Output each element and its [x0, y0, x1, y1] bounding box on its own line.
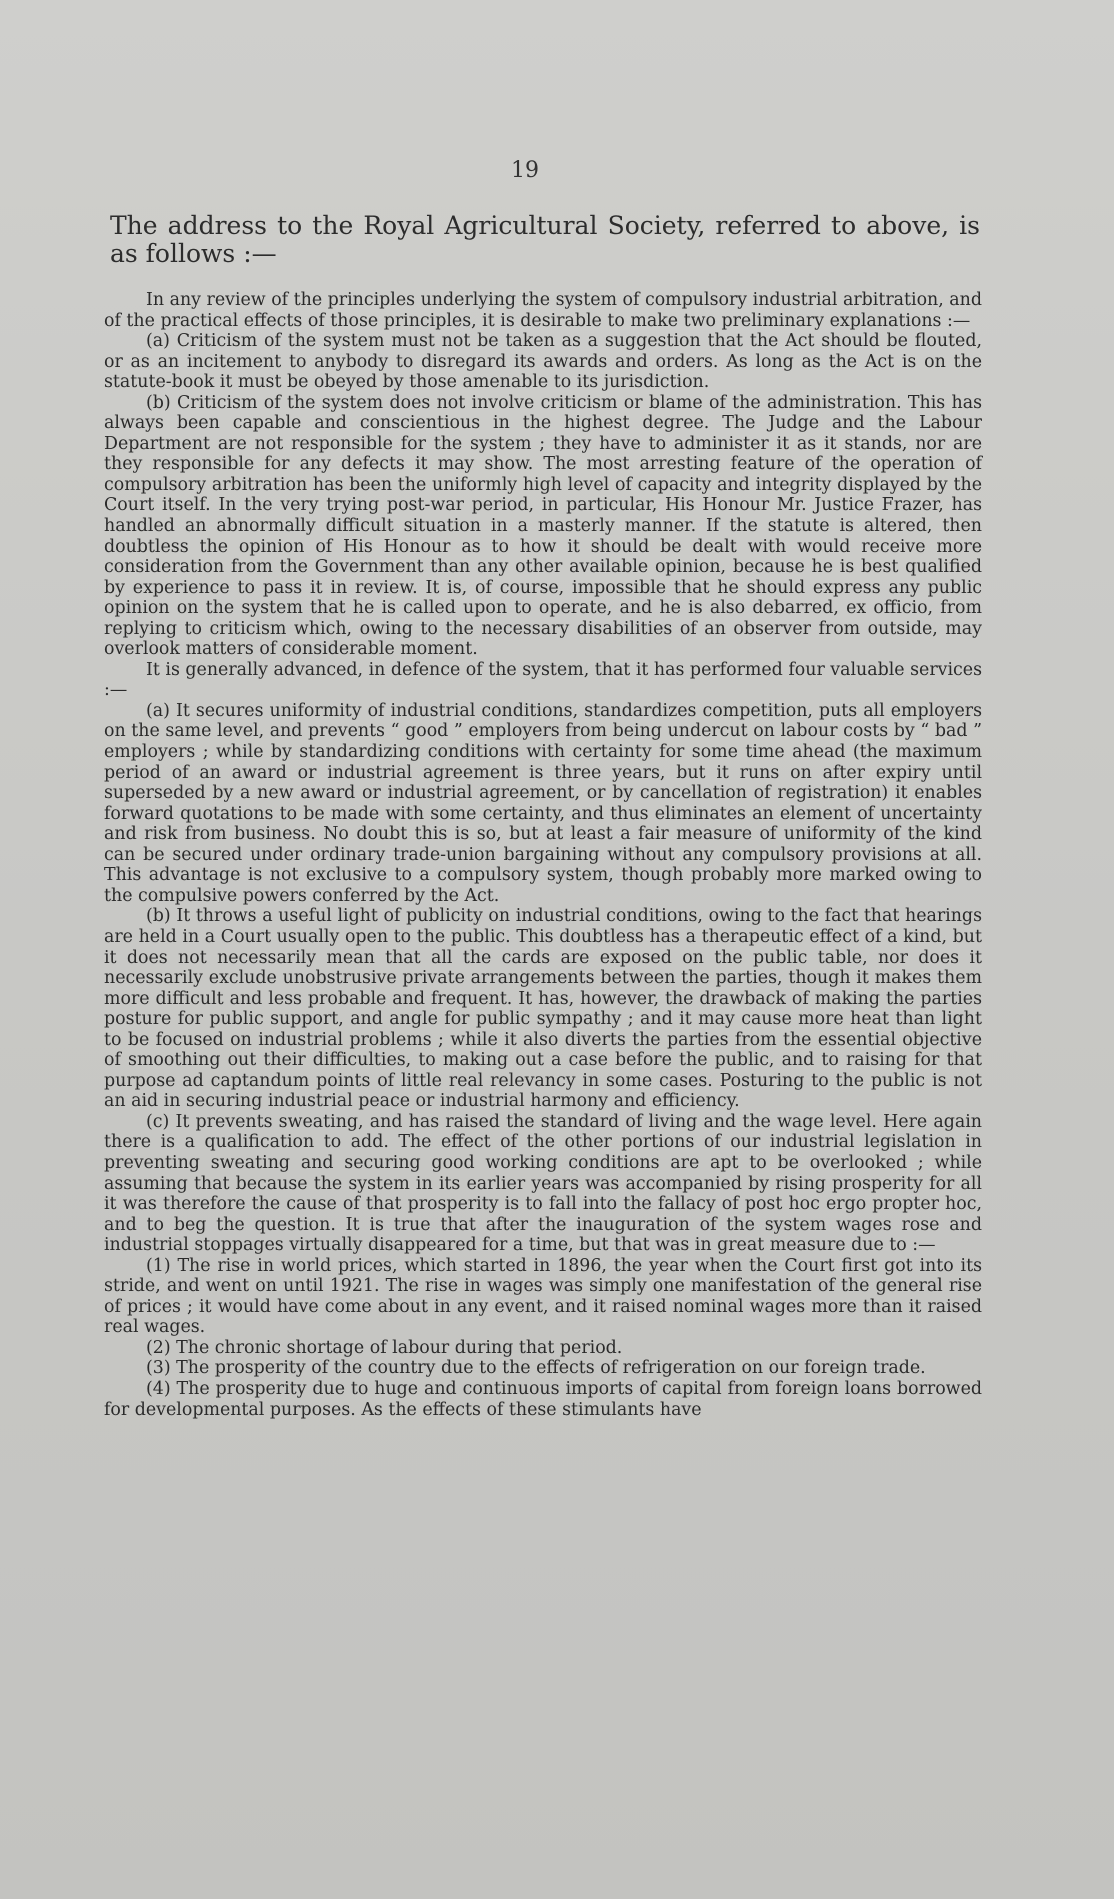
paragraph: It is generally advanced, in defence of the system, that it has performed four valuable services :— [104, 659, 982, 701]
paragraph: (a) Criticism of the system must not be taken as a suggestion that the Act should be flouted, or as an incitement to anybody to disregard its awards and orders. As long as the Act is on the statute-book it must be obeyed by those amenable to its jurisdiction. [104, 331, 982, 393]
paragraph: (b) It throws a useful light of publicity on industrial conditions, owing to the fact that hearings are held in a Court usually open to the public. This doubtless has a therapeutic effect of a kind, but it does not necessarily mean that all the cards are exposed on the public table, nor does it necessarily exclude unobstrusive private arrangements between the parties, though it makes them more difficult and less probable and frequent. It has, however, the drawback of making the parties posture for public support, and angle for public sympathy ; and it may cause more heat than light to be focused on industrial problems ; while it also diverts the parties from the essential objective of smoothing out their difficulties, to making out a case before the public, and to raising for that purpose ad captandum points of little real relevancy in some cases. Posturing to the public is not an aid in securing industrial peace or industrial harmony and efficiency. [104, 906, 982, 1112]
paragraph: (a) It secures uniformity of industrial conditions, standardizes competition, puts all employers on the same level, and prevents “ good ” employers from being undercut on labour costs by “ bad ” employers ; while by standardizing conditions with certainty for some time ahead (the maximum period of an award or industrial agreement is three years, but it runs on after expiry until superseded by a new award or industrial agreement, or by cancellation of registration) it enables forward quotations to be made with some certainty, and thus eliminates an element of uncertainty and risk from business. No doubt this is so, but at least a fair measure of uniformity of the kind can be secured under ordinary trade-union bargaining without any compulsory provisions at all. This advantage is not exclusive to a compulsory system, though probably more marked owing to the compulsive powers conferred by the Act. [104, 700, 982, 906]
page-number: 19 [511, 158, 539, 183]
paragraph: (1) The rise in world prices, which started in 1896, the year when the Court first got into its stride, and went on until 1921. The rise in wages was simply one manifestation of the general rise of prices ; it would have come about in any event, and it raised nominal wages more than it raised real wages. [104, 1255, 982, 1338]
intro-sentence: The address to the Royal Agricultural Society, referred to above, is as follows :— [110, 211, 980, 268]
paragraph: (b) Criticism of the system does not involve criticism or blame of the administration. This has always been capable and conscientious in the highest degree. The Judge and the Labour Department are not responsible for the system ; they have to administer it as it stands, nor are they responsible for any defects it may show. The most arresting feature of the operation of compulsory arbitration has been the uniformly high level of capacity and integrity displayed by the Court itself. In the very trying post-war period, in particular, His Honour Mr. Justice Frazer, has handled an abnormally difficult situation in a masterly manner. If the statute is altered, then doubtless the opinion of His Honour as to how it should be dealt with would receive more consideration from the Government than any other available opinion, because he is best qualified by experience to pass it in review. It is, of course, impossible that he should express any public opinion on the system that he is called upon to operate, and he is also debarred, ex officio, from replying to criticism which, owing to the necessary disabilities of an observer from outside, may overlook matters of considerable moment. [104, 392, 982, 660]
paragraph: (2) The chronic shortage of labour during that period. [146, 1337, 623, 1358]
paragraph: (4) The prosperity due to huge and continuous imports of capital from foreign loans borrowed for developmental purposes. As the effects of these stimulants have [104, 1378, 982, 1420]
paragraph: In any review of the principles underlying the system of compulsory industrial arbitration, and of the practical effects of those principles, it is desirable to make two preliminary explanations :— [104, 290, 982, 331]
quoted-address [104, 290, 982, 1420]
paragraph: (3) The prosperity of the country due to the effects of refrigeration on our foreign trade. [146, 1358, 926, 1379]
paragraph: (c) It prevents sweating, and has raised the standard of living and the wage level. Here again there is a qualification to add. The effect of the other portions of our industrial legislation in preventing sweating and securing good working conditions are apt to be overlooked ; while assuming that because the system in its earlier years was accompanied by rising prosperity for all it was therefore the cause of that prosperity is to fall into the fallacy of post hoc ergo propter hoc, and to beg the question. It is true that after the inauguration of the system wages rose and industrial stoppages virtually disappeared for a time, but that was in great measure due to :— [104, 1111, 982, 1256]
